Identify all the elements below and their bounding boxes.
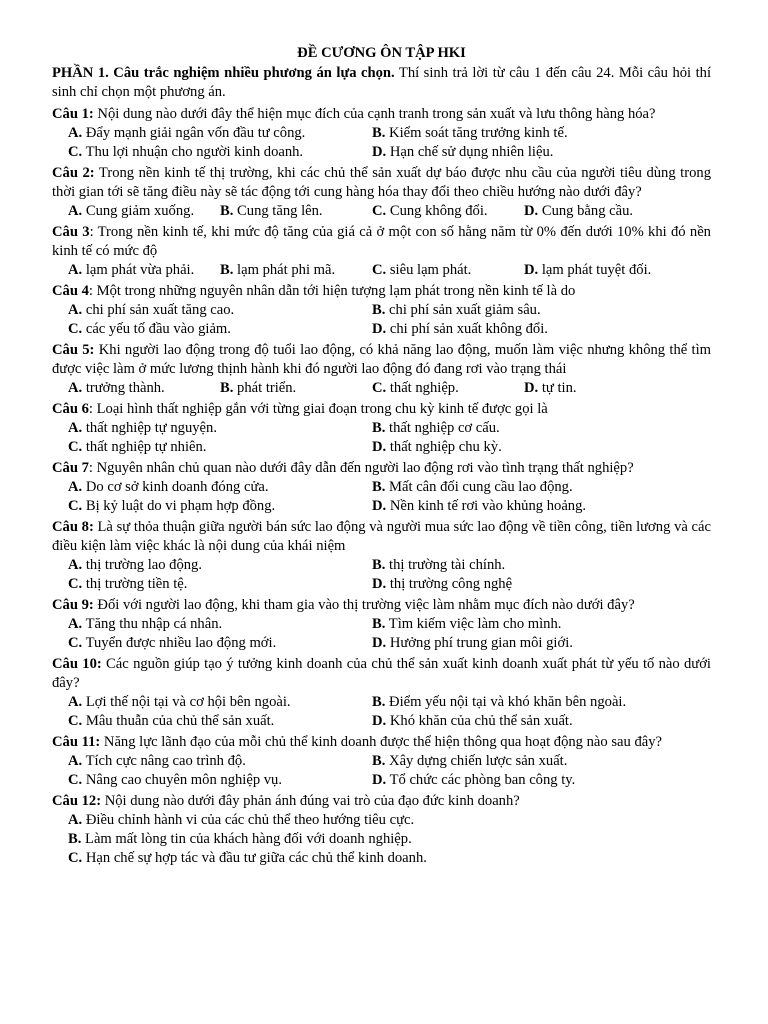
answer-option[interactable] [220, 202, 372, 221]
answer-option[interactable] [68, 771, 372, 790]
question-label: Câu 6 [52, 401, 89, 417]
option-letter: D. [372, 321, 387, 337]
answer-options [52, 124, 711, 162]
question-stem [52, 282, 711, 301]
answer-option[interactable] [372, 379, 524, 398]
option-letter: B. [220, 203, 234, 219]
answer-options [52, 556, 711, 594]
part-1-text: Thí sinh trả lời từ câu 1 đến câu 24. Mỗi câu hỏi thí sinh chỉ chọn một phương án. [52, 65, 712, 100]
option-letter: B. [220, 380, 234, 396]
answer-option[interactable] [68, 301, 372, 320]
question-stem [52, 164, 711, 202]
question-8 [52, 518, 711, 594]
option-text: Xây dựng chiến lược sản xuất. [385, 753, 568, 769]
options-row [68, 261, 711, 280]
options-row [68, 771, 711, 790]
option-text: Do cơ sở kinh doanh đóng cửa. [82, 479, 269, 495]
options-row [68, 575, 711, 594]
option-text: Kiểm soát tăng trưởng kinh tế. [385, 125, 568, 141]
answer-option[interactable] [372, 301, 676, 320]
answer-options [52, 752, 711, 790]
question-stem [52, 655, 711, 693]
option-text: Mâu thuẫn của chủ thể sản xuất. [82, 713, 275, 729]
answer-option[interactable] [68, 556, 372, 575]
options-row [68, 712, 711, 731]
options-row [68, 497, 711, 516]
option-text: chi phí sản xuất tăng cao. [82, 302, 235, 318]
option-text: Hạn chế sử dụng nhiên liệu. [386, 144, 554, 160]
option-text: siêu lạm phát. [386, 262, 472, 278]
option-letter: C. [68, 498, 83, 514]
question-text: Đối với người lao động, khi tham gia vào thị trường việc làm nhằm mục đích nào dưới đây? [93, 597, 635, 613]
options-row [68, 830, 711, 849]
question-text: Năng lực lãnh đạo của mỗi chủ thể kinh doanh được thể hiện thông qua hoạt động nào sau đây? [100, 734, 662, 750]
answer-option[interactable] [68, 379, 220, 398]
option-text: các yếu tố đầu vào giảm. [82, 321, 231, 337]
options-row [68, 301, 711, 320]
options-row [68, 419, 711, 438]
answer-option[interactable] [372, 320, 676, 339]
option-text: chi phí sản xuất giảm sâu. [385, 302, 541, 318]
option-text: Điều chỉnh hành vi của các chủ thể theo hướng tiêu cực. [82, 812, 415, 828]
options-row [68, 752, 711, 771]
answer-option[interactable] [372, 478, 676, 497]
question-9 [52, 596, 711, 653]
option-letter: D. [372, 772, 387, 788]
answer-options [52, 261, 711, 280]
option-text: Mất cân đối cung cầu lao động. [385, 479, 573, 495]
option-letter: D. [524, 380, 539, 396]
option-letter: B. [372, 479, 386, 495]
question-4 [52, 282, 711, 339]
answer-option[interactable] [372, 575, 676, 594]
question-text: Nội dung nào dưới đây thể hiện mục đích của cạnh tranh trong sản xuất và lưu thông hàng hóa? [93, 106, 656, 122]
answer-option[interactable] [68, 575, 372, 594]
answer-options [52, 202, 711, 221]
option-text: thất nghiệp tự nhiên. [82, 439, 207, 455]
option-letter: C. [68, 576, 83, 592]
answer-option[interactable] [68, 124, 372, 143]
options-row [68, 124, 711, 143]
option-letter: D. [372, 576, 387, 592]
answer-option[interactable] [220, 261, 372, 280]
answer-option[interactable] [68, 615, 372, 634]
answer-option[interactable] [68, 811, 711, 830]
answer-options [52, 478, 711, 516]
question-label: Câu 10: [52, 656, 102, 672]
option-letter: A. [68, 203, 83, 219]
option-letter: D. [372, 713, 387, 729]
answer-option[interactable] [372, 556, 676, 575]
option-letter: B. [220, 262, 234, 278]
answer-option[interactable] [372, 419, 676, 438]
question-stem [52, 341, 711, 379]
answer-option[interactable] [372, 497, 676, 516]
options-row [68, 615, 711, 634]
question-text: Nội dung nào dưới đây phản ánh đúng vai trò của đạo đức kinh doanh? [101, 793, 520, 809]
answer-option[interactable] [372, 615, 676, 634]
answer-option[interactable] [372, 438, 676, 457]
option-letter: C. [68, 772, 83, 788]
option-text: Tăng thu nhập cá nhân. [82, 616, 223, 632]
option-text: Hạn chế sự hợp tác và đầu tư giữa các chủ thể kinh doanh. [82, 850, 427, 866]
option-letter: B. [372, 557, 386, 573]
question-stem [52, 105, 711, 124]
answer-options [52, 811, 711, 868]
option-letter: D. [372, 439, 387, 455]
option-text: Nâng cao chuyên môn nghiệp vụ. [82, 772, 283, 788]
question-label: Câu 9: [52, 597, 94, 613]
option-letter: C. [68, 144, 83, 160]
answer-option[interactable] [68, 143, 372, 162]
question-text: : Loại hình thất nghiệp gắn với từng giai đoạn trong chu kỳ kinh tế được gọi là [88, 401, 548, 417]
option-letter: C. [68, 439, 83, 455]
question-text: Khi người lao động trong độ tuổi lao động, có khả năng lao động, muốn làm việc nhưng không thể tìm được việc làm ở mức lương thịnh hành khi đó người lao động đó đang rơi vào trạng thái [52, 342, 711, 377]
answer-option[interactable] [68, 202, 220, 221]
answer-option[interactable] [68, 320, 372, 339]
option-letter: D. [524, 203, 539, 219]
page-title: ĐỀ CƯƠNG ÔN TẬP HKI [297, 45, 466, 61]
option-text: Đẩy mạnh giải ngân vốn đầu tư công. [82, 125, 306, 141]
options-row [68, 438, 711, 457]
options-row [68, 811, 711, 830]
question-2 [52, 164, 711, 221]
option-text: Cung không đổi. [386, 203, 488, 219]
answer-options [52, 419, 711, 457]
options-row [68, 634, 711, 653]
option-letter: C. [68, 850, 83, 866]
question-text: : Một trong những nguyên nhân dẫn tới hiện tượng lạm phát trong nền kinh tế là do [88, 283, 576, 299]
option-letter: C. [68, 713, 83, 729]
option-letter: A. [68, 694, 83, 710]
question-stem [52, 792, 711, 811]
question-stem [52, 733, 711, 752]
question-6 [52, 400, 711, 457]
answer-option[interactable] [68, 712, 372, 731]
option-letter: D. [372, 635, 387, 651]
option-text: Khó khăn của chủ thể sản xuất. [386, 713, 573, 729]
answer-options [52, 379, 711, 398]
question-label: Câu 12: [52, 793, 102, 809]
option-letter: C. [372, 380, 387, 396]
option-text: thất nghiệp. [386, 380, 459, 396]
option-text: chi phí sản xuất không đổi. [386, 321, 548, 337]
option-text: thất nghiệp cơ cấu. [385, 420, 500, 436]
option-letter: D. [524, 262, 539, 278]
option-text: Lợi thế nội tại và cơ hội bên ngoài. [82, 694, 291, 710]
option-text: Điểm yếu nội tại và khó khăn bên ngoài. [385, 694, 627, 710]
question-stem [52, 400, 711, 419]
answer-option[interactable] [68, 419, 372, 438]
option-text: phát triển. [233, 380, 297, 396]
answer-option[interactable] [68, 830, 711, 849]
question-text: : Trong nền kinh tế, khi mức độ tăng của giá cả ở một con số hằng năm từ 0% đến dưới 10% khi đó nền kinh tế có mức độ [52, 224, 711, 259]
answer-option[interactable] [68, 497, 372, 516]
answer-option[interactable] [220, 379, 372, 398]
option-text: Tổ chức các phòng ban công ty. [386, 772, 576, 788]
options-row [68, 202, 711, 221]
option-text: Làm mất lòng tin của khách hàng đối với doanh nghiệp. [81, 831, 412, 847]
option-text: Cung bằng cầu. [538, 203, 634, 219]
option-text: Tìm kiếm việc làm cho mình. [385, 616, 562, 632]
question-label: Câu 8: [52, 519, 94, 535]
option-text: tự tin. [538, 380, 577, 396]
question-label: Câu 1: [52, 106, 94, 122]
answer-option[interactable] [372, 261, 524, 280]
answer-option[interactable] [68, 849, 711, 868]
question-label: Câu 4 [52, 283, 89, 299]
question-label: Câu 3 [52, 224, 90, 240]
options-row [68, 143, 711, 162]
answer-option[interactable] [372, 771, 676, 790]
options-row [68, 379, 711, 398]
option-letter: B. [372, 694, 386, 710]
question-text: Là sự thỏa thuận giữa người bán sức lao động và người mua sức lao động về tiền công, tiền lương và các điều kiện làm việc khác là nội dung của khái niệm [52, 519, 711, 554]
question-text: Trong nền kinh tế thị trường, khi các chủ thể sản xuất dự báo được nhu cầu của người tiêu dùng trong thời gian tới sẽ tăng điều này sẽ tác động tới cung hàng hóa thay đổi theo chiều hướng nào dưới đây? [52, 165, 711, 200]
option-text: thất nghiệp chu kỳ. [386, 439, 502, 455]
answer-option[interactable] [524, 202, 676, 221]
option-letter: C. [68, 321, 83, 337]
option-text: Cung giảm xuống. [82, 203, 195, 219]
option-letter: A. [68, 616, 83, 632]
question-stem [52, 223, 711, 261]
answer-option[interactable] [372, 202, 524, 221]
question-stem [52, 596, 711, 615]
question-label: Câu 5: [52, 342, 95, 358]
question-label: Câu 11: [52, 734, 101, 750]
option-text: lạm phát vừa phải. [82, 262, 195, 278]
answer-option[interactable] [68, 693, 372, 712]
question-12 [52, 792, 711, 868]
answer-option[interactable] [372, 124, 676, 143]
option-text: trưởng thành. [82, 380, 165, 396]
answer-option[interactable] [372, 752, 676, 771]
answer-option[interactable] [524, 379, 676, 398]
option-letter: B. [372, 420, 386, 436]
option-letter: B. [372, 125, 386, 141]
option-letter: A. [68, 380, 83, 396]
option-text: thị trường tiền tệ. [82, 576, 188, 592]
option-letter: D. [372, 498, 387, 514]
answer-option[interactable] [524, 261, 676, 280]
option-text: thị trường tài chính. [385, 557, 506, 573]
option-letter: A. [68, 479, 83, 495]
options-row [68, 693, 711, 712]
option-text: lạm phát phi mã. [233, 262, 336, 278]
answer-option[interactable] [372, 143, 676, 162]
option-letter: B. [372, 616, 386, 632]
question-text: : Nguyên nhân chủ quan nào dưới đây dẫn đến người lao động rơi vào tình trạng thất nghiệp? [88, 460, 634, 476]
answer-option[interactable] [68, 752, 372, 771]
part-1-instructions [52, 64, 711, 102]
question-label: Câu 7 [52, 460, 89, 476]
answer-option[interactable] [68, 438, 372, 457]
options-row [68, 556, 711, 575]
answer-options [52, 301, 711, 339]
option-text: Bị kỷ luật do vi phạm hợp đồng. [82, 498, 276, 514]
option-text: Tuyển được nhiều lao động mới. [82, 635, 277, 651]
option-letter: A. [68, 812, 83, 828]
question-5 [52, 341, 711, 398]
option-letter: D. [372, 144, 387, 160]
options-row [68, 849, 711, 868]
option-letter: A. [68, 420, 83, 436]
question-3 [52, 223, 711, 280]
question-stem [52, 518, 711, 556]
option-text: thị trường công nghệ [386, 576, 513, 592]
option-letter: C. [372, 262, 387, 278]
option-text: Tích cực nâng cao trình độ. [82, 753, 246, 769]
option-text: thất nghiệp tự nguyện. [82, 420, 217, 436]
question-list [52, 105, 711, 868]
options-row [68, 320, 711, 339]
options-row [68, 478, 711, 497]
option-letter: A. [68, 302, 83, 318]
option-letter: B. [372, 302, 386, 318]
question-11 [52, 733, 711, 790]
question-label: Câu 2: [52, 165, 95, 181]
answer-option[interactable] [68, 478, 372, 497]
question-1 [52, 105, 711, 162]
answer-option[interactable] [372, 693, 676, 712]
option-text: Cung tăng lên. [233, 203, 323, 219]
answer-option[interactable] [68, 634, 372, 653]
part-1-label: PHẦN 1. Câu trắc nghiệm nhiều phương án lựa chọn. [52, 65, 395, 81]
option-letter: C. [68, 635, 83, 651]
question-10 [52, 655, 711, 731]
option-letter: B. [68, 831, 82, 847]
question-text: Các nguồn giúp tạo ý tưởng kinh doanh của chủ thể sản xuất kinh doanh xuất phát từ yếu tố nào dưới đây? [52, 656, 711, 691]
option-letter: A. [68, 125, 83, 141]
option-text: Hưởng phí trung gian môi giới. [386, 635, 573, 651]
option-letter: B. [372, 753, 386, 769]
option-text: Nền kinh tế rơi vào khủng hoảng. [386, 498, 587, 514]
option-text: Thu lợi nhuận cho người kinh doanh. [82, 144, 304, 160]
option-letter: A. [68, 262, 83, 278]
option-letter: C. [372, 203, 387, 219]
answer-option[interactable] [372, 712, 676, 731]
question-stem [52, 459, 711, 478]
option-letter: A. [68, 557, 83, 573]
answer-option[interactable] [372, 634, 676, 653]
option-text: thị trường lao động. [82, 557, 203, 573]
option-text: lạm phát tuyệt đối. [538, 262, 652, 278]
question-7 [52, 459, 711, 516]
answer-options [52, 615, 711, 653]
answer-option[interactable] [68, 261, 220, 280]
option-letter: A. [68, 753, 83, 769]
answer-options [52, 693, 711, 731]
